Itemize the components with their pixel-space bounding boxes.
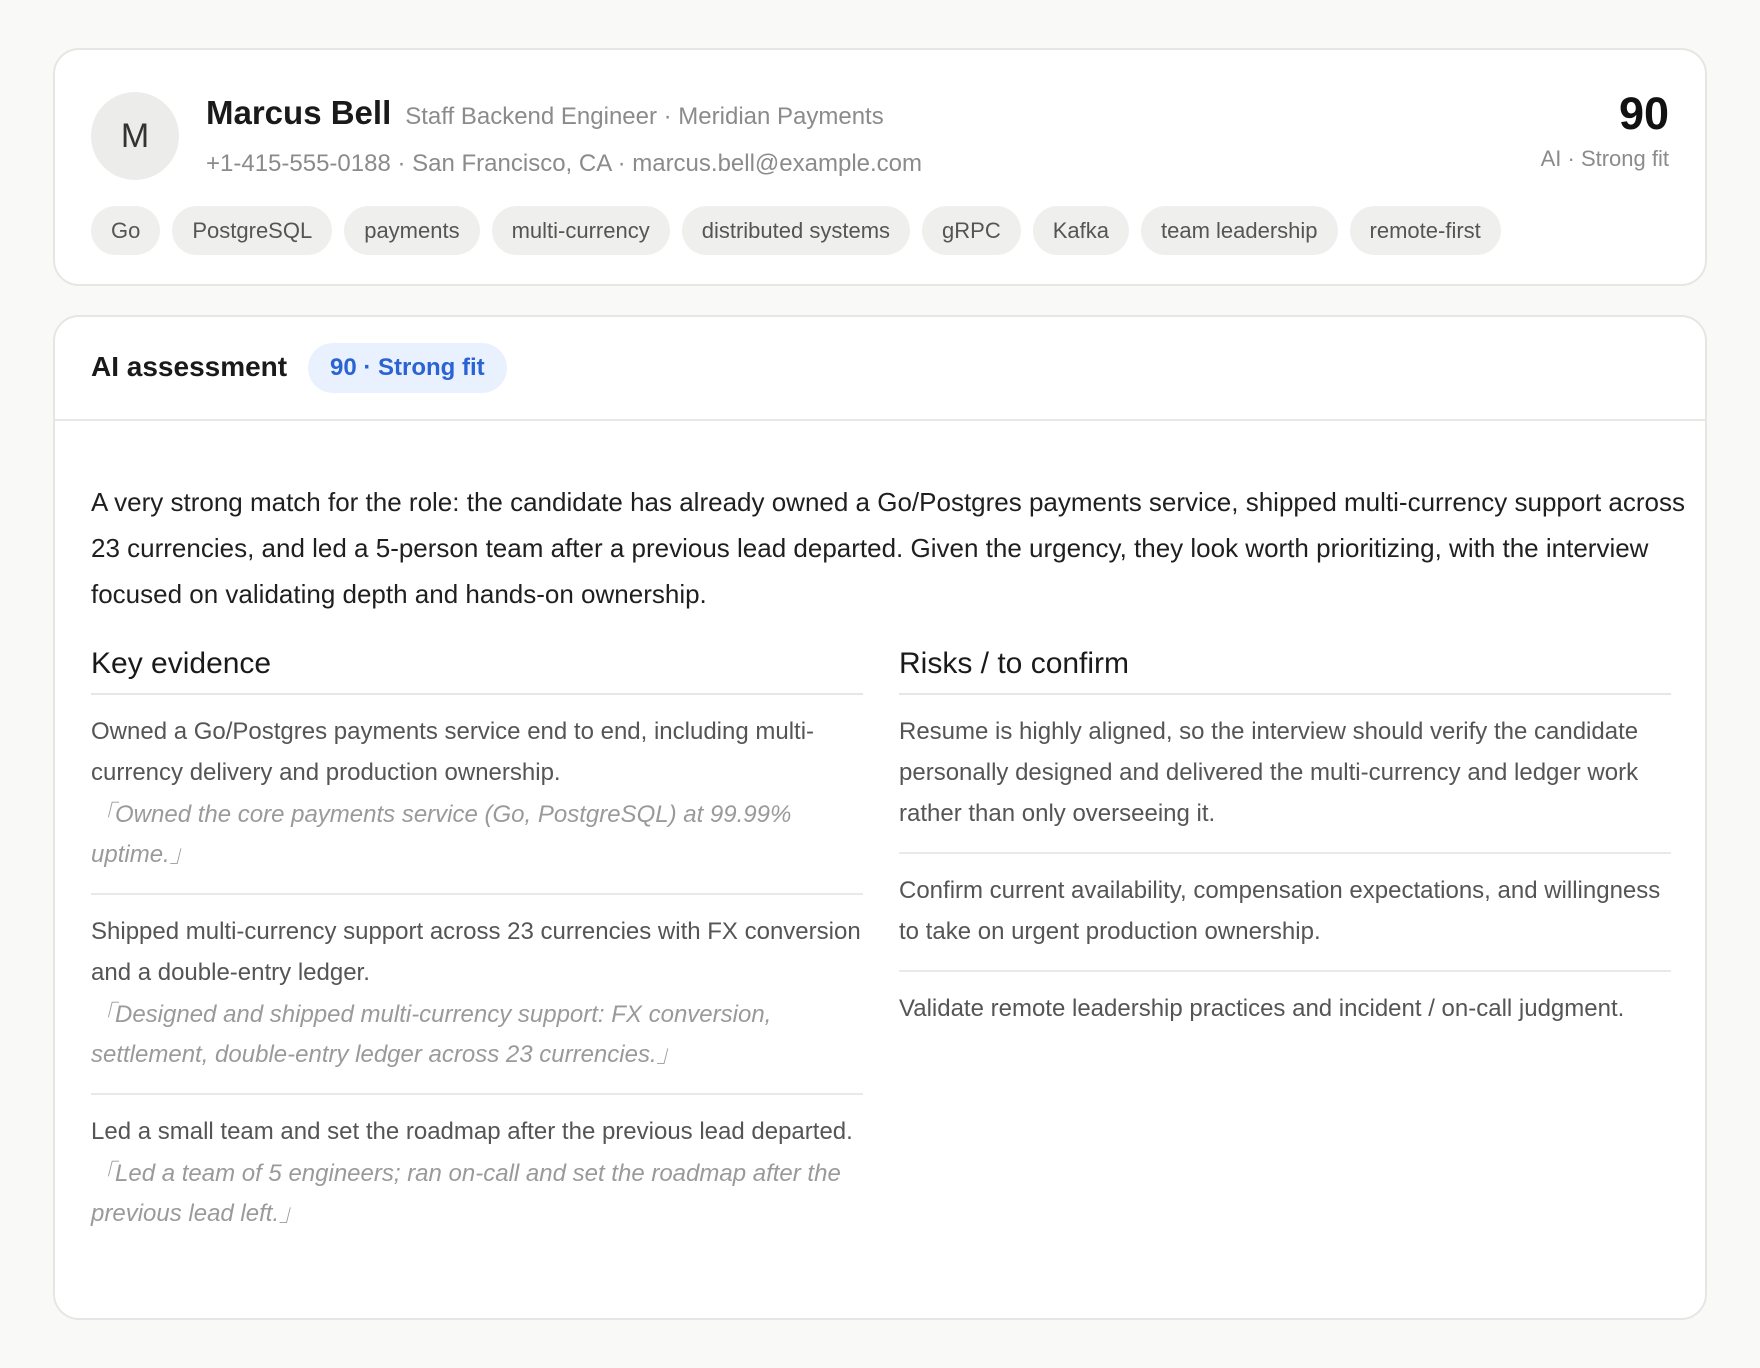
key-evidence-title: Key evidence bbox=[91, 647, 863, 695]
assessment-summary: A very strong match for the role: the candidate has already owned a Go/Postgres payments service, shipped multi-currency support across 23 currencies, and led a 5-person team after a previous lead departed. Given the urgency, they look worth prioritizing, with the interview focused on validating depth and hands-on ownership. bbox=[91, 487, 1686, 609]
avatar: M bbox=[91, 92, 179, 180]
risk-text: Confirm current availability, compensation expectations, and willingness to take on urgent production ownership. bbox=[899, 877, 1661, 945]
assessment-score-badge: 90 · Strong fit bbox=[308, 343, 507, 393]
risk-item bbox=[899, 972, 1671, 1047]
risk-item bbox=[899, 854, 1671, 972]
risk-text: Validate remote leadership practices and incident / on-call judgment. bbox=[899, 995, 1625, 1022]
candidate-profile-card bbox=[53, 48, 1707, 286]
candidate-role: Staff Backend Engineer · Meridian Payments bbox=[405, 103, 884, 130]
assessment-header bbox=[55, 317, 1705, 421]
skill-tags bbox=[91, 206, 1501, 255]
ai-assessment-card bbox=[53, 315, 1707, 1320]
risk-item bbox=[899, 695, 1671, 854]
key-evidence-section bbox=[91, 647, 863, 1252]
fit-score-label: AI · Strong fit bbox=[1540, 146, 1669, 171]
skill-tag: Kafka bbox=[1033, 206, 1129, 255]
evidence-quote: 「Owned the core payments service (Go, PostgreSQL) at 99.99% uptime.」 bbox=[91, 801, 792, 868]
evidence-text: Owned a Go/Postgres payments service end to end, including multi-currency delivery and production ownership. bbox=[91, 718, 815, 786]
fit-score: 90 bbox=[1618, 88, 1669, 139]
evidence-item bbox=[91, 895, 863, 1095]
name-line bbox=[206, 94, 884, 132]
skill-tag: Go bbox=[91, 206, 160, 255]
evidence-item bbox=[91, 695, 863, 895]
candidate-name: Marcus Bell bbox=[206, 94, 392, 131]
skill-tag: distributed systems bbox=[682, 206, 910, 255]
skill-tag: team leadership bbox=[1141, 206, 1338, 255]
assessment-title: AI assessment bbox=[91, 351, 288, 382]
risks-title: Risks / to confirm bbox=[899, 647, 1671, 695]
skill-tag: payments bbox=[344, 206, 479, 255]
candidate-contact: +1-415-555-0188 · San Francisco, CA · marcus.bell@example.com bbox=[206, 150, 923, 177]
risk-text: Resume is highly aligned, so the interview should verify the candidate personally designed and delivered the multi-currency and ledger work rather than only overseeing it. bbox=[899, 718, 1639, 827]
risks-section bbox=[899, 647, 1671, 1047]
evidence-quote: 「Designed and shipped multi-currency support: FX conversion, settlement, double-entry ledger across 23 currencies.」 bbox=[91, 1001, 772, 1068]
skill-tag: multi-currency bbox=[492, 206, 670, 255]
evidence-item bbox=[91, 1095, 863, 1252]
skill-tag: gRPC bbox=[922, 206, 1021, 255]
evidence-quote: 「Led a team of 5 engineers; ran on-call and set the roadmap after the previous lead left.」 bbox=[91, 1160, 841, 1227]
skill-tag: remote-first bbox=[1350, 206, 1501, 255]
evidence-text: Led a small team and set the roadmap after the previous lead departed. bbox=[91, 1118, 853, 1145]
evidence-text: Shipped multi-currency support across 23 currencies with FX conversion and a double-entry ledger. bbox=[91, 918, 861, 986]
skill-tag: PostgreSQL bbox=[172, 206, 332, 255]
